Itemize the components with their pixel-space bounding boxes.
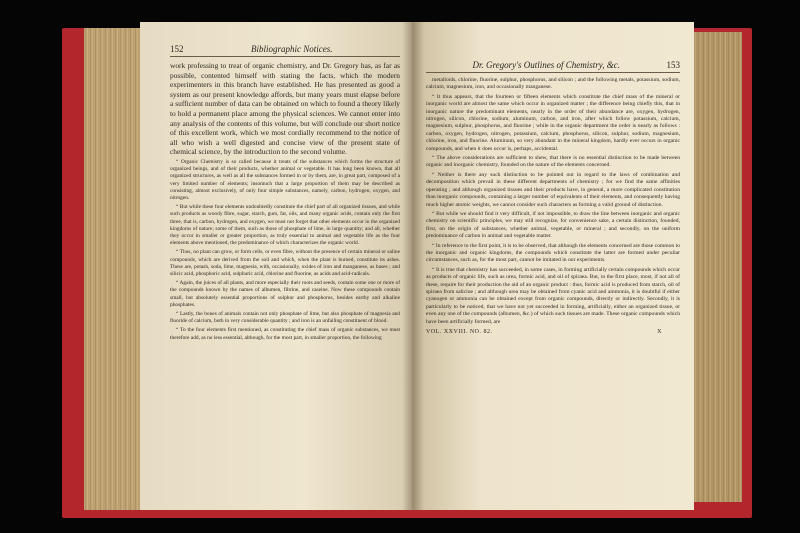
right-paragraph: “ But while we should find it very difficult, if not impossible, to draw the line between inorganic and organic chemistry on scientific principles, we may still recognize, for convenience sake, a certain distinction, founded, first, on the origin of substances, whether animal, vegetable, or mineral ; and secondly, on the uniform predominance of carbon in animal and vegetable matter. bbox=[426, 210, 680, 240]
left-page-number: 152 bbox=[170, 44, 184, 54]
right-paragraph: “ It thus appears, that the fourteen or fifteen elements which constitute the chief mass of the mineral or inorganic world are almost the same which occur in organized matter ; the difference being chiefly this, that in inorganic nature the predominant elements, nearly in the order of their abundance are, oxygen, hydrogen, nitrogen, silicon, chlorine, sodium, aluminum, carbon, and iron, after which follow potassium, calcium, magnesium, sulphur, phosphorus, and fluorine ; while in the organic department the order is nearly as follows : carbon, oxygen, hydrogen, nitrogen, potassium, calcium, phosphorus, silicon, sulphur, sodium, magnesium, chlorine, iron, and fluorine. Aluminum, so very abundant in the mineral kingdom, hardly ever occurs in organic compounds, and when it does occur is, perhaps, accidental. bbox=[426, 93, 680, 152]
right-paragraph: “ The above considerations are sufficient to shew, that there is no essential distinction to be made between organic and inorganic chemistry, founded on the nature of the elements concerned. bbox=[426, 155, 680, 169]
open-book bbox=[62, 22, 752, 518]
right-paragraph: “ Neither is there any such distinction to be pointed out in regard to the laws of combination and decomposition which prevail in these different departments of chemistry ; for we find the same affinities operating ; and although organized tissues and their products have, in general, a more complicated constitution than inorganic compounds, containing a larger number of equivalents of their elements, and consequently having much higher atomic weights, we cannot consider such characters as forming a valid ground of distinction. bbox=[426, 171, 680, 208]
right-running-title: Dr. Gregory's Outlines of Chemistry, &c. bbox=[472, 60, 621, 70]
left-paragraph: “ Thus, no plant can grow, or form cells, or even fibre, without the presence of certain mineral or saline compounds, which are derived from the soil and which, when the plant is burned, constitute its ashes. These are, potash, soda, lime, magnesia, with, occasionally, oxides of iron and manganese, as bases ; and silicic acid, phosphoric acid, sulphuric acid, chlorine and fluorine, as acids and acid-radicals. bbox=[170, 249, 400, 277]
left-paragraph: “ Again, the juices of all plants, and more especially their roots and seeds, contain some one or more of the compounds known by the names of albumen, fibrine, and caseine. Now these compounds contain small, but absolutely essential proportions of sulphur and phosphorus, besides earthy and alkaline phosphates. bbox=[170, 280, 400, 308]
left-paragraph: “ To the four elements first mentioned, as constituting the chief mass of organic substances, we must therefore add, as no less essential, although, for the most part, in smaller proportion, the following bbox=[170, 327, 400, 341]
right-page-edges bbox=[692, 32, 742, 502]
left-paragraph: “ But while these four elements undoubtedly constitute the chief part of all organized tissues, and while such products as woody fibre, sugar, starch, gum, fat, oils, and many organic acids, contain only the first three, that is, carbon, hydrogen, and oxygen, we must not forget that other elements occur in the organized kingdoms of nature; some of them, such as those of phosphate of lime, in large quantity; and all, whether they occur in smaller or greater proportion, as truly essential to animal and vegetable life as the four elements above mentioned, the predominance of which characterizes the organic world. bbox=[170, 204, 400, 247]
left-page-edges bbox=[84, 28, 142, 510]
left-paragraph: “ Organic Chemistry is so called because it treats of the substances which forms the structure of organized beings, and of their products, whether animal or vegetable. It has long been known, that all organized structures, as well as all the substances formed in or by them, are, in great part, composed of a very limited number of elements; insomuch that a large proportion of them may be described as consisting, almost exclusively, of only four simple substances, namely, carbon, hydrogen, oxygen, and nitrogen. bbox=[170, 158, 400, 201]
footer-signature: X bbox=[657, 329, 662, 335]
footer-volume: VOL. XXVIII. NO. 82. bbox=[426, 329, 493, 335]
right-running-head bbox=[426, 60, 680, 73]
right-page-number: 153 bbox=[666, 60, 680, 70]
right-paragraph: “ In reference to the first point, it is to be observed, that although the elements concerned are those common to the inorganic and organic kingdoms, the compounds which constitute the latter are formed under peculiar circumstances, such as, for the most part, cannot be imitated in our experiments. bbox=[426, 242, 680, 264]
left-running-title: Bibliographic Notices. bbox=[251, 44, 333, 54]
left-paragraph: “ Lastly, the bones of animals contain not only phosphate of lime, but also phosphate of magnesia and fluoride of calcium, both in very considerable quantity ; and iron is an unfailing constituent of blood. bbox=[170, 311, 400, 325]
book-gutter bbox=[402, 22, 424, 510]
right-paragraph: “ It is true that chemistry has succeeded, in some cases, in forming artificially certain compounds which occur as products of organic life, such as urea, formic acid, and oil of spiraea. But, in the first place, most, if not all of these, require for their production the aid of an organic product : thus, formic acid is produced from starch, oil of spiraea from salicine ; and although urea may be obtained from cyanic acid and ammonia, it is doubtful if either cyanogen or ammonia can be obtained except from organic compounds, directly or indirectly. Secondly, it is particularly to be noticed, that we have not yet succeeded in forming, artificially, either an organized tissue, or even any one of the compounds (albumen, &c.) of which such tissues are made. These organic compounds which have been artificially formed, are bbox=[426, 266, 680, 325]
lead-paragraph: work professing to treat of organic chemistry, and Dr. Gregory has, as far as possible, contented himself with stating the facts, which the modern experimenters in this branch have established. He has presented as good a system as our present knowledge affords, but many years must elapse before a sufficient number of data can be obtained on which to found a theory likely to hold a permanent place among the physical sciences. We cannot enter into any analysis of the contents of this volume, but will conclude our short notice of this excellent work, which we most cordially recommend to the notice of all who wish a well digested and concise view of the present state of chemical science, by the introduction to the second volume. bbox=[170, 61, 400, 157]
left-page bbox=[140, 22, 412, 510]
left-running-head bbox=[170, 44, 400, 57]
page-footer bbox=[426, 329, 680, 335]
right-paragraph: metalloids, chlorine, fluorine, sulphur, phosphorus, and silicon ; and the following metals, potassium, sodium, calcium, magnesium, iron, and occasionally manganese. bbox=[426, 77, 680, 91]
right-page bbox=[412, 22, 694, 510]
